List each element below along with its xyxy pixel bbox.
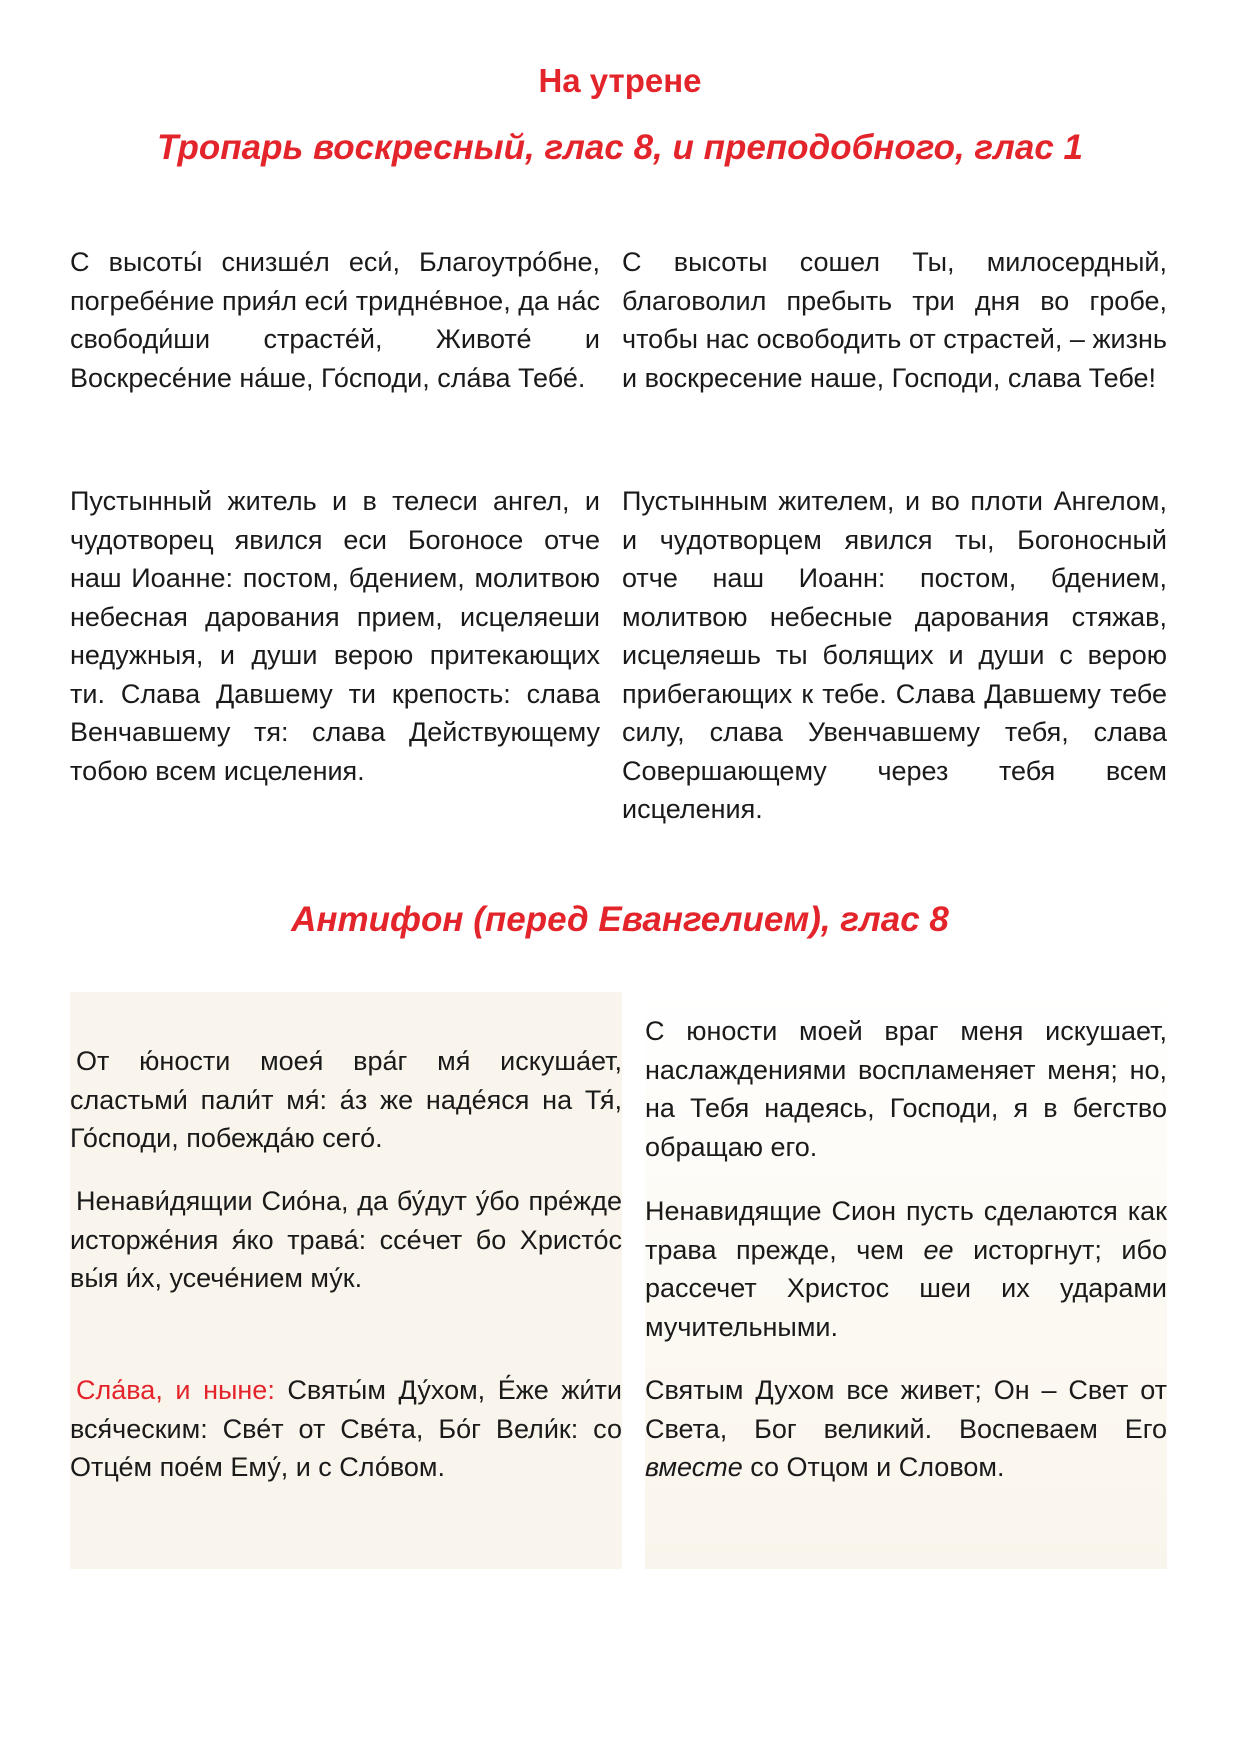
- antiphon-slavonic-3-text: Святы́м Ду́хом, Е́же жи́ти вся́ческим: Све́т от Све́та, Бо́г Вели́к: со Отце́м пое́м Ему́, и с Сло́вом.: [70, 1375, 622, 1482]
- antiphon-slavonic-2: Ненави́дящии Сио́на, да бу́дут у́бо пре́жде исторже́ния я́ко трава́: ссе́чет бо Христо́с вы́я и́х, усече́нием му́к.: [70, 1186, 622, 1293]
- antiphon-russian-3-text-a: Святым Духом все живет; Он – Свет от Света, Бог великий. Воспеваем Его: [645, 1375, 1167, 1444]
- antiphon-russian-3-italic: вместе: [645, 1452, 743, 1482]
- troparion-slavonic-1: С высоты́ снизше́л еси́, Благоутро́бне, погребе́ние прия́л еси́ тридне́вное, да на́с свободи́ши страсте́й, Животе́ и Воскресе́ние на́ше, Го́споди, сла́ва Тебе́.: [70, 247, 600, 393]
- antiphon-slavonic-3: [70, 1371, 622, 1487]
- antiphon-russian-2-text-b: исторгнут; ибо рассечет Христос шеи их ударами мучительными.: [645, 1234, 1167, 1342]
- antiphon-russian-1: С юности моей враг меня искушает, наслаждениями воспламеняет меня; но, на Тебя надеясь, Господи, я в бегство обращаю его.: [645, 1016, 1167, 1162]
- troparion-russian-2: Пустынным жителем, и во плоти Ангелом, и чудотворцем явился ты, Богоносный отче наш Иоанн: постом, бдением, молитвою небесные дарования стяжав, исцеляешь ты болящих и души с верою прибегающих к тебе. Слава Давшему тебе силу, слава Увенчавшему тебя, слава Совершающему через тебя всем исцеления.: [622, 486, 1167, 824]
- antiphon-russian-3-text-b: со Отцом и Словом.: [742, 1452, 1005, 1482]
- antiphon-russian-2-italic: ее: [923, 1234, 954, 1265]
- antiphon-title: Антифон (перед Евангелием), глас 8: [291, 900, 949, 939]
- troparion-title: Тропарь воскресный, глас 8, и преподобного, глас 1: [157, 128, 1083, 167]
- page-heading: На утрене: [538, 62, 702, 99]
- antiphon-russian-3: [645, 1371, 1167, 1487]
- troparion-russian-1: С высоты сошел Ты, милосердный, благоволил пребыть три дня во гробе, чтобы нас освободить от страстей, – жизнь и воскресение наше, Господи, слава Тебе!: [622, 247, 1167, 393]
- antiphon-russian-2: [645, 1192, 1167, 1346]
- antiphon-slavonic-1: От ю́ности моея́ вра́г мя́ искуша́ет, сластьми́ пали́т мя́: а́з же наде́яся на Тя́, Го́споди, побежда́ю сего́.: [70, 1046, 622, 1153]
- troparion-slavonic-2: Пустынный житель и в телеси ангел, и чудотворец явился еси Богоносе отче наш Иоанне: постом, бдением, молитвою небесная дарования прием, исцеляеши недужныя, и души верою притекающих ти. Слава Давшему ти крепость: слава Венчавшему тя: слава Действующему тобою всем исцеления.: [70, 486, 600, 786]
- glory-and-now-label: Сла́ва, и ныне:: [76, 1375, 275, 1405]
- antiphon-russian-2-text-a: Ненавидящие Сион пусть сделаются как трава прежде, чем: [645, 1196, 1167, 1265]
